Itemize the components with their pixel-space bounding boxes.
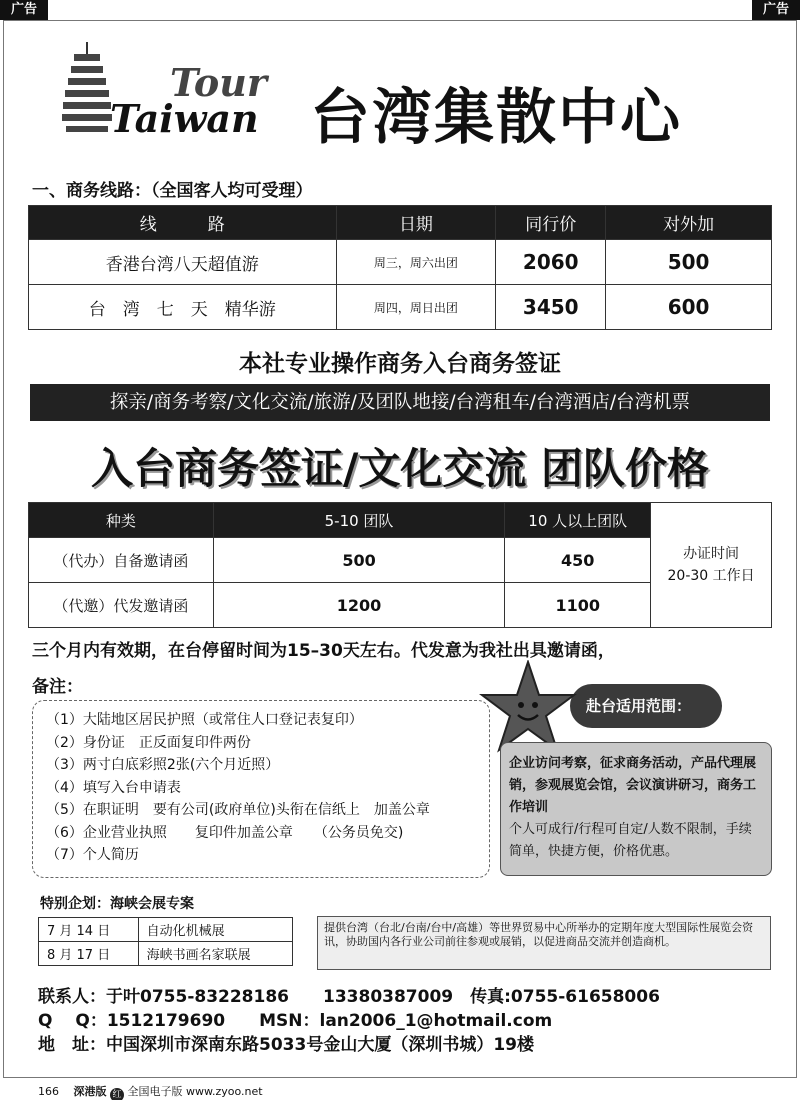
route-name: 台 湾 七 天 精华游 — [29, 285, 337, 330]
ad-tag-left: 广告 — [0, 0, 48, 20]
visa-kind: （代办）自备邀请函 — [29, 538, 214, 583]
visa-price-small: 500 — [213, 538, 505, 583]
processing-time — [651, 503, 772, 628]
header-kind: 种类 — [29, 503, 214, 538]
processing-value: 20-30 工作日 — [667, 568, 755, 584]
route-extra: 600 — [606, 285, 772, 330]
list-item: （4）填写入台申请表 — [46, 779, 181, 796]
page-title: 台湾集散中心 — [310, 83, 682, 153]
list-item: （1）大陆地区居民护照（或常住人口登记表复印） — [46, 712, 363, 728]
table-row — [29, 240, 772, 285]
address-line: 地 址：中国深圳市深南东路5033号金山大厦（深圳书城）19楼 — [38, 1035, 534, 1055]
route-price: 2060 — [496, 240, 606, 285]
list-item: （3）两寸白底彩照2张(六个月近照） — [46, 757, 280, 773]
list-item: （7）个人简历 — [46, 847, 139, 863]
list-item: （5）在职证明 要有公司(政府单位)头衔在信纸上 加盖公章 — [46, 802, 430, 818]
route-name: 香港台湾八天超值游 — [29, 240, 337, 285]
contact-line: 联系人：于叶0755-83228186 13380387009 传真:0755-61658006 — [38, 987, 660, 1007]
visa-price-table — [28, 502, 772, 628]
route-date: 周四，周日出团 — [336, 285, 496, 330]
header-extra: 对外加 — [606, 206, 772, 240]
scope-bold-text: 企业访问考察，征求商务活动，产品代理展销，参观展览会馆，会议演讲研习，商务工作培训 — [509, 756, 757, 815]
section-heading: 一、商务线路：（全国客人均可受理） — [32, 181, 313, 201]
processing-label: 办证时间 — [683, 546, 740, 562]
scope-text: 个人可成行/行程可自定/人数不限制，手续简单，快捷方便，价格优惠。 — [509, 822, 752, 859]
footer-site: 全国电子版 www.zyoo.net — [127, 1085, 263, 1098]
requirements-list — [46, 709, 430, 867]
events-table — [38, 917, 293, 966]
routes-header-row — [29, 206, 772, 240]
visa-price-large: 1100 — [505, 583, 651, 628]
route-extra: 500 — [606, 240, 772, 285]
event-name: 自动化机械展 — [138, 918, 292, 942]
list-item: （6）企业营业执照 复印件加盖公章 （公务员免交) — [46, 824, 404, 841]
big-title: 入台商务签证/文化交流 团队价格 — [91, 444, 709, 493]
logo-word-tour: Tour — [170, 60, 267, 105]
route-date: 周三，周六出团 — [336, 240, 496, 285]
logo-word-taiwan: Taiwan — [110, 96, 259, 141]
header-date: 日期 — [336, 206, 496, 240]
visa-kind: （代邀）代发邀请函 — [29, 583, 214, 628]
table-row — [39, 918, 293, 942]
scope-heading: 赴台适用范围： — [570, 684, 722, 728]
ad-tag-right: 广告 — [752, 0, 800, 20]
footer — [38, 1083, 263, 1100]
special-heading: 特别企划：海峡会展专案 — [40, 896, 194, 912]
header-group-large: 10 人以上团队 — [505, 503, 651, 538]
pagoda-logo-icon — [62, 42, 112, 137]
qq-msn-line: Q Q：1512179690 MSN：lan2006_1@hotmail.com — [38, 1011, 553, 1031]
edition-label: 深港版 — [73, 1085, 107, 1098]
routes-table — [28, 205, 772, 330]
visa-price-large: 450 — [505, 538, 651, 583]
visa-price-small: 1200 — [213, 583, 505, 628]
page-number: 166 — [38, 1085, 59, 1098]
visa-header-row — [29, 503, 772, 538]
header-group-small: 5-10 团队 — [213, 503, 505, 538]
header-route: 线 路 — [29, 206, 337, 240]
event-date: 7 月 14 日 — [39, 918, 139, 942]
edition-badge: 红 — [110, 1088, 124, 1100]
header-price: 同行价 — [496, 206, 606, 240]
route-price: 3450 — [496, 285, 606, 330]
table-row — [29, 285, 772, 330]
event-date: 8 月 17 日 — [39, 942, 139, 966]
exhibition-info: 提供台湾（台北/台南/台中/高雄）等世界贸易中心所举办的定期年度大型国际性展览会资讯，协助国内各行业公司前往参观或展销，以促进商品交流并创造商机。 — [317, 916, 771, 970]
list-item: （2）身份证 正反面复印件两份 — [46, 734, 251, 751]
visa-heading: 本社专业操作商务入台商务签证 — [239, 351, 561, 377]
table-row — [39, 942, 293, 966]
validity-note: 三个月内有效期，在台停留时间为15–30天左右。代发意为我社出具邀请函， — [32, 641, 615, 661]
remarks-label: 备注： — [32, 677, 83, 697]
event-name: 海峡书画名家联展 — [138, 942, 292, 966]
scope-box — [500, 742, 772, 876]
services-bar: 探亲/商务考察/文化交流/旅游/及团队地接/台湾租车/台湾酒店/台湾机票 — [30, 384, 770, 421]
